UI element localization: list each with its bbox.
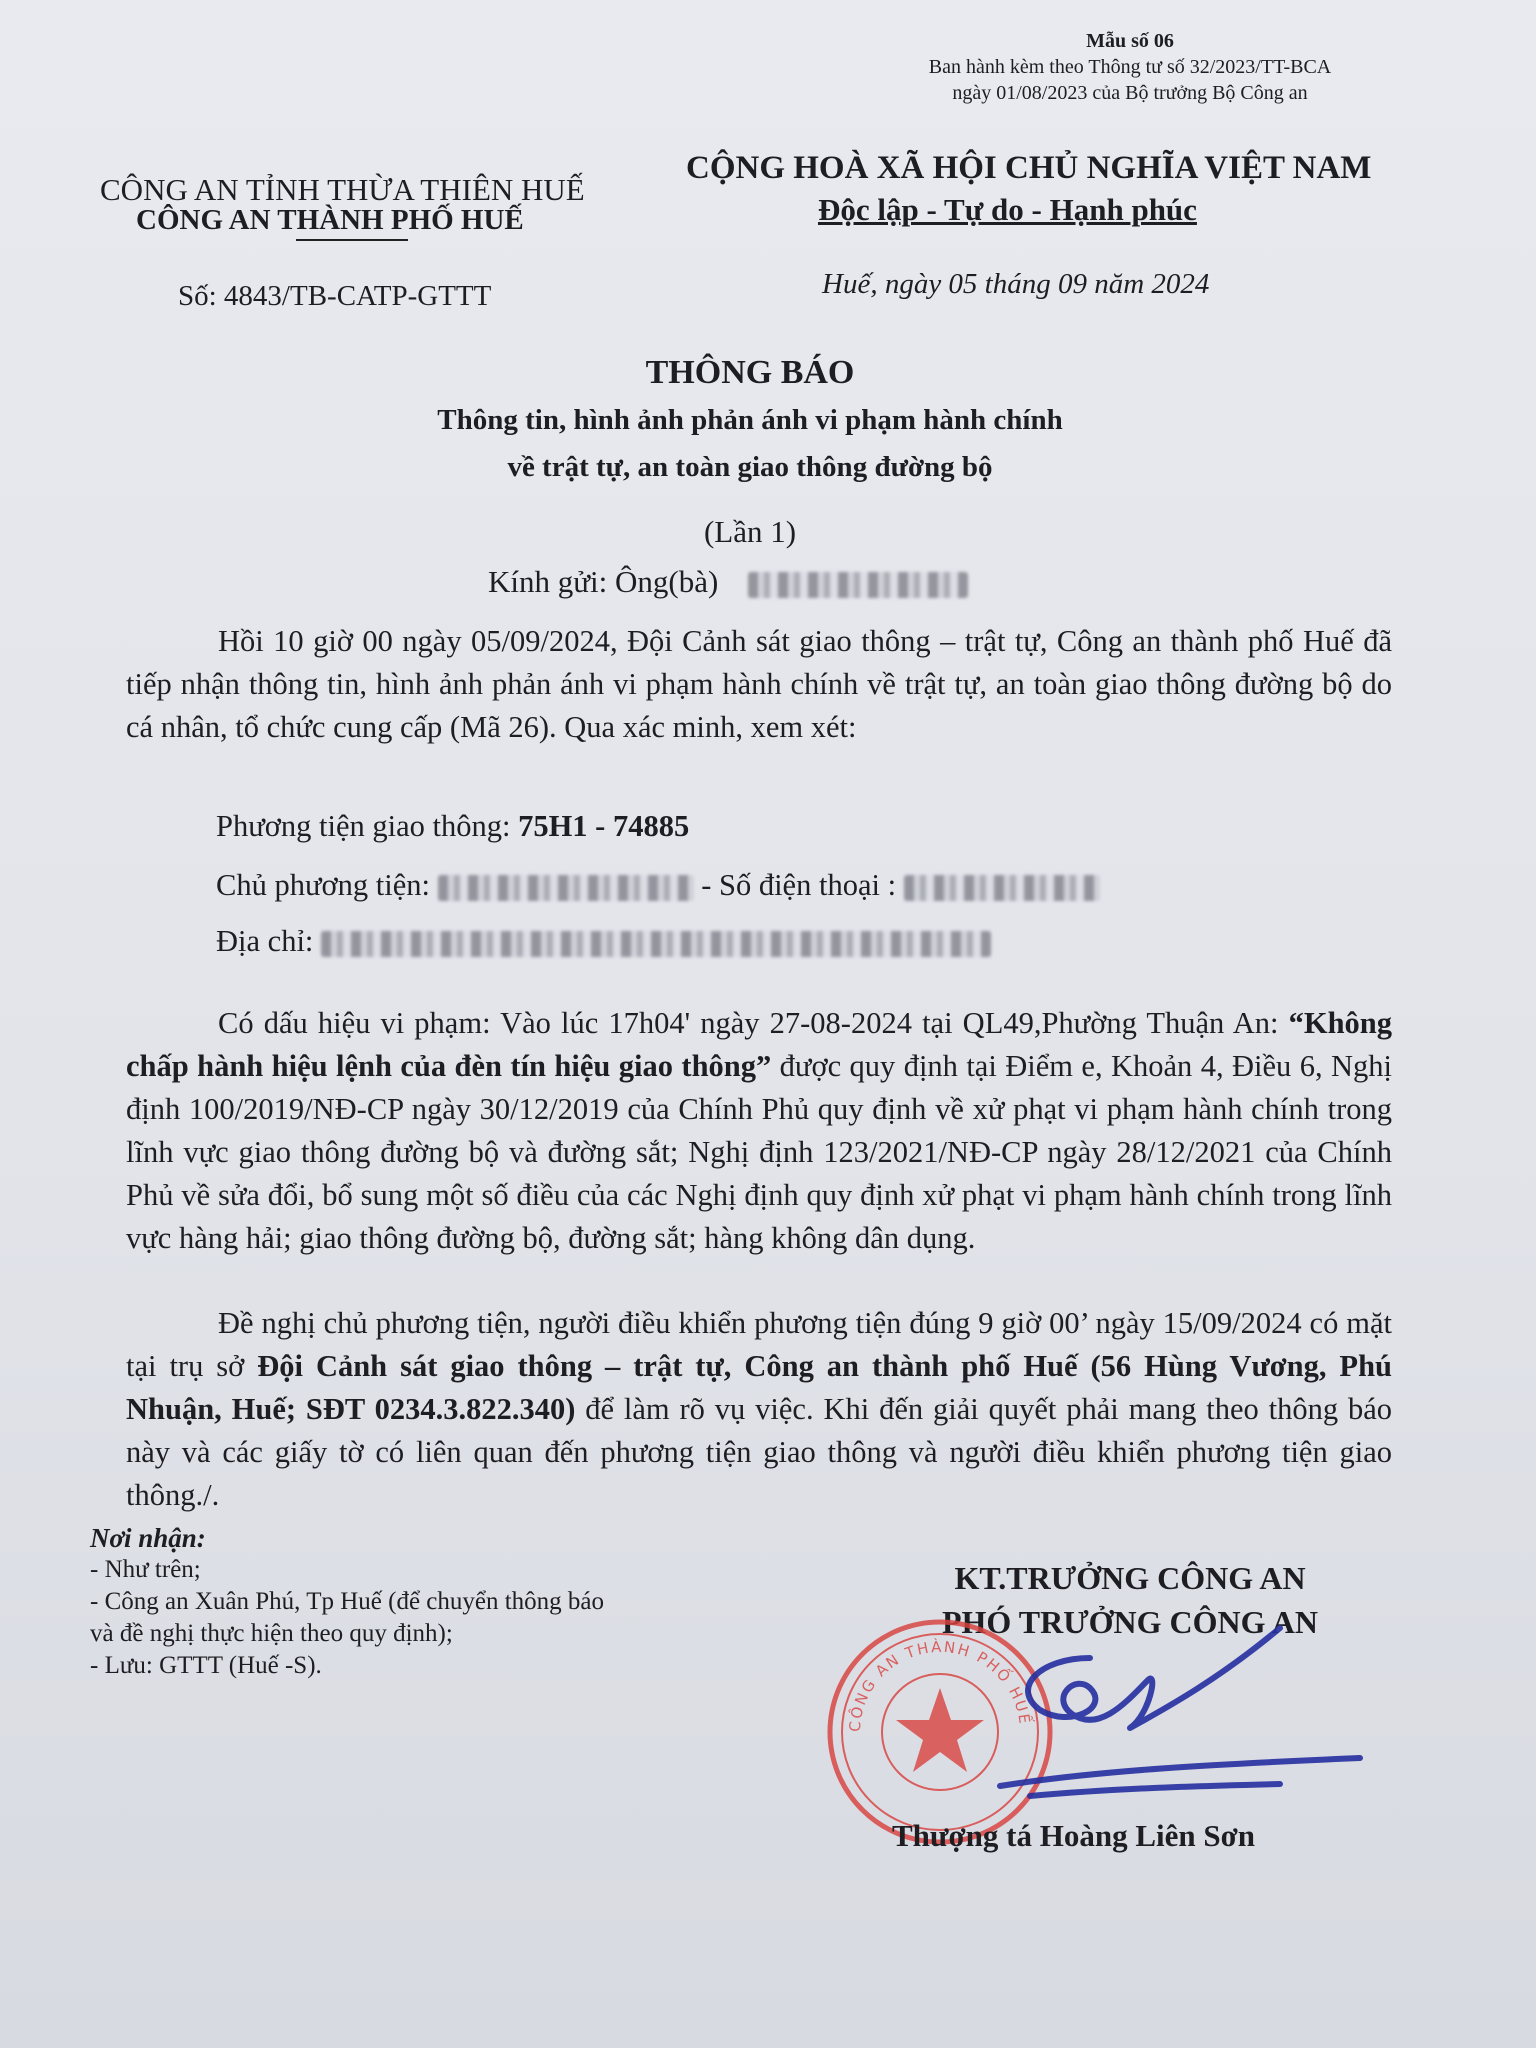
issuing-unit: CÔNG AN THÀNH PHỐ HUẾ — [136, 204, 524, 236]
place-and-date: Huế, ngày 05 tháng 09 năm 2024 — [822, 268, 1210, 300]
addressee-label: Kính gửi: Ông(bà) — [488, 564, 719, 599]
owner-line — [216, 868, 1100, 903]
recipients-block — [90, 1522, 604, 1682]
vehicle-line — [216, 809, 689, 844]
org-underline-divider — [296, 239, 408, 241]
recipient-item: và đề nghị thực hiện theo quy định); — [90, 1620, 453, 1647]
signature-position: PHÓ TRƯỞNG CÔNG AN — [941, 1604, 1318, 1640]
seal-text: CÔNG AN THÀNH PHỐ HUẾ — [845, 1637, 1034, 1733]
violation-intro-text: Có dấu hiệu vi phạm: Vào lúc 17h04' ngày 27-08-2024 tại QL49,Phường Thuận An: — [218, 1006, 1289, 1040]
phone-label: - Số điện thoại : — [693, 868, 904, 902]
violation-paragraph — [126, 1002, 1392, 1260]
vehicle-plate: 75H1 - 74885 — [518, 809, 690, 843]
form-reference — [880, 28, 1380, 106]
national-motto: Độc lập - Tự do - Hạnh phúc — [818, 192, 1197, 227]
handwritten-signature-icon — [980, 1618, 1380, 1848]
form-basis-line-1: Ban hành kèm theo Thông tư số 32/2023/TT-BCA — [928, 56, 1332, 78]
document-title: THÔNG BÁO — [645, 354, 855, 391]
violation-legal-basis: được quy định tại Điểm e, Khoản 4, Điều 6, Nghị định 100/2019/NĐ-CP ngày 30/12/2019 của Chính Phủ quy định về xử phạt vi phạm hành chính trong lĩnh vực giao thông đường bộ và đường sắt; Nghị định 123/2021/NĐ-CP ngày 28/12/2021 của Chính Phủ về sửa đổi, bổ sung một số điều của các Nghị định quy định xử phạt vi phạm hành chính trong lĩnh vực hàng hải; giao thông đường bộ, đường sắt; hàng không dân dụng. — [126, 1049, 1392, 1255]
redacted-addressee-name — [748, 572, 968, 598]
redacted-address — [321, 931, 991, 957]
form-basis-line-2: ngày 01/08/2023 của Bộ trưởng Bộ Công an — [952, 82, 1308, 104]
address-line — [216, 924, 991, 959]
vehicle-label: Phương tiện giao thông: — [216, 809, 519, 843]
form-number: Mẫu số 06 — [1086, 30, 1174, 52]
intro-paragraph: Hồi 10 giờ 00 ngày 05/09/2024, Đội Cảnh sát giao thông – trật tự, Công an thành phố Huế đã tiếp nhận thông tin, hình ảnh phản ánh vi phạm hành chính về trật tự, an toàn giao thông đường bộ do cá nhân, tổ chức cung cấp (Mã 26). Qua xác minh, xem xét: — [126, 624, 1392, 744]
national-title: CỘNG HOÀ XÃ HỘI CHỦ NGHĨA VIỆT NAM — [686, 150, 1372, 186]
signer-name: Thượng tá Hoàng Liên Sơn — [892, 1818, 1256, 1853]
signature-on-behalf: KT.TRƯỞNG CÔNG AN — [954, 1560, 1306, 1596]
summons-intro-text: Đề nghị chủ phương tiện, người điều khiển phương tiện đúng 9 giờ 00’ ngày 15/09/2024 có mặt tại trụ sở — [126, 1306, 1392, 1383]
violation-description: “Không chấp hành hiệu lệnh của đèn tín hiệu giao thông” — [126, 1006, 1392, 1083]
recipient-item: - Công an Xuân Phú, Tp Huế (để chuyển thông báo — [90, 1588, 605, 1615]
redacted-phone-number — [904, 875, 1100, 901]
addressee-line — [488, 564, 968, 600]
issuing-parent-org: CÔNG AN TỈNH THỪA THIÊN HUẾ — [100, 172, 585, 207]
occurrence-number: (Lần 1) — [703, 514, 797, 549]
redacted-owner-name — [438, 875, 694, 901]
recipient-item: - Như trên; — [90, 1556, 201, 1583]
recipient-item: - Lưu: GTTT (Huế -S). — [90, 1652, 322, 1679]
document-subtitle-2: về trật tự, an toàn giao thông đường bộ — [507, 451, 993, 483]
recipients-title: Nơi nhận: — [90, 1523, 206, 1553]
summons-instructions: để làm rõ vụ việc. Khi đến giải quyết phải mang theo thông báo này và các giấy tờ có liên quan đến phương tiện giao thông và người điều khiển phương tiện giao thông./. — [126, 1392, 1393, 1512]
owner-label: Chủ phương tiện: — [216, 868, 438, 902]
summons-location: Đội Cảnh sát giao thông – trật tự, Công an thành phố Huế (56 Hùng Vương, Phú Nhuận, Huế; SĐT 0234.3.822.340) — [126, 1349, 1392, 1426]
address-label: Địa chỉ: — [216, 924, 322, 958]
document-subtitle-1: Thông tin, hình ảnh phản ánh vi phạm hành chính — [437, 404, 1063, 436]
document-number: Số: 4843/TB-CATP-GTTT — [178, 280, 492, 312]
summons-paragraph — [126, 1302, 1392, 1517]
